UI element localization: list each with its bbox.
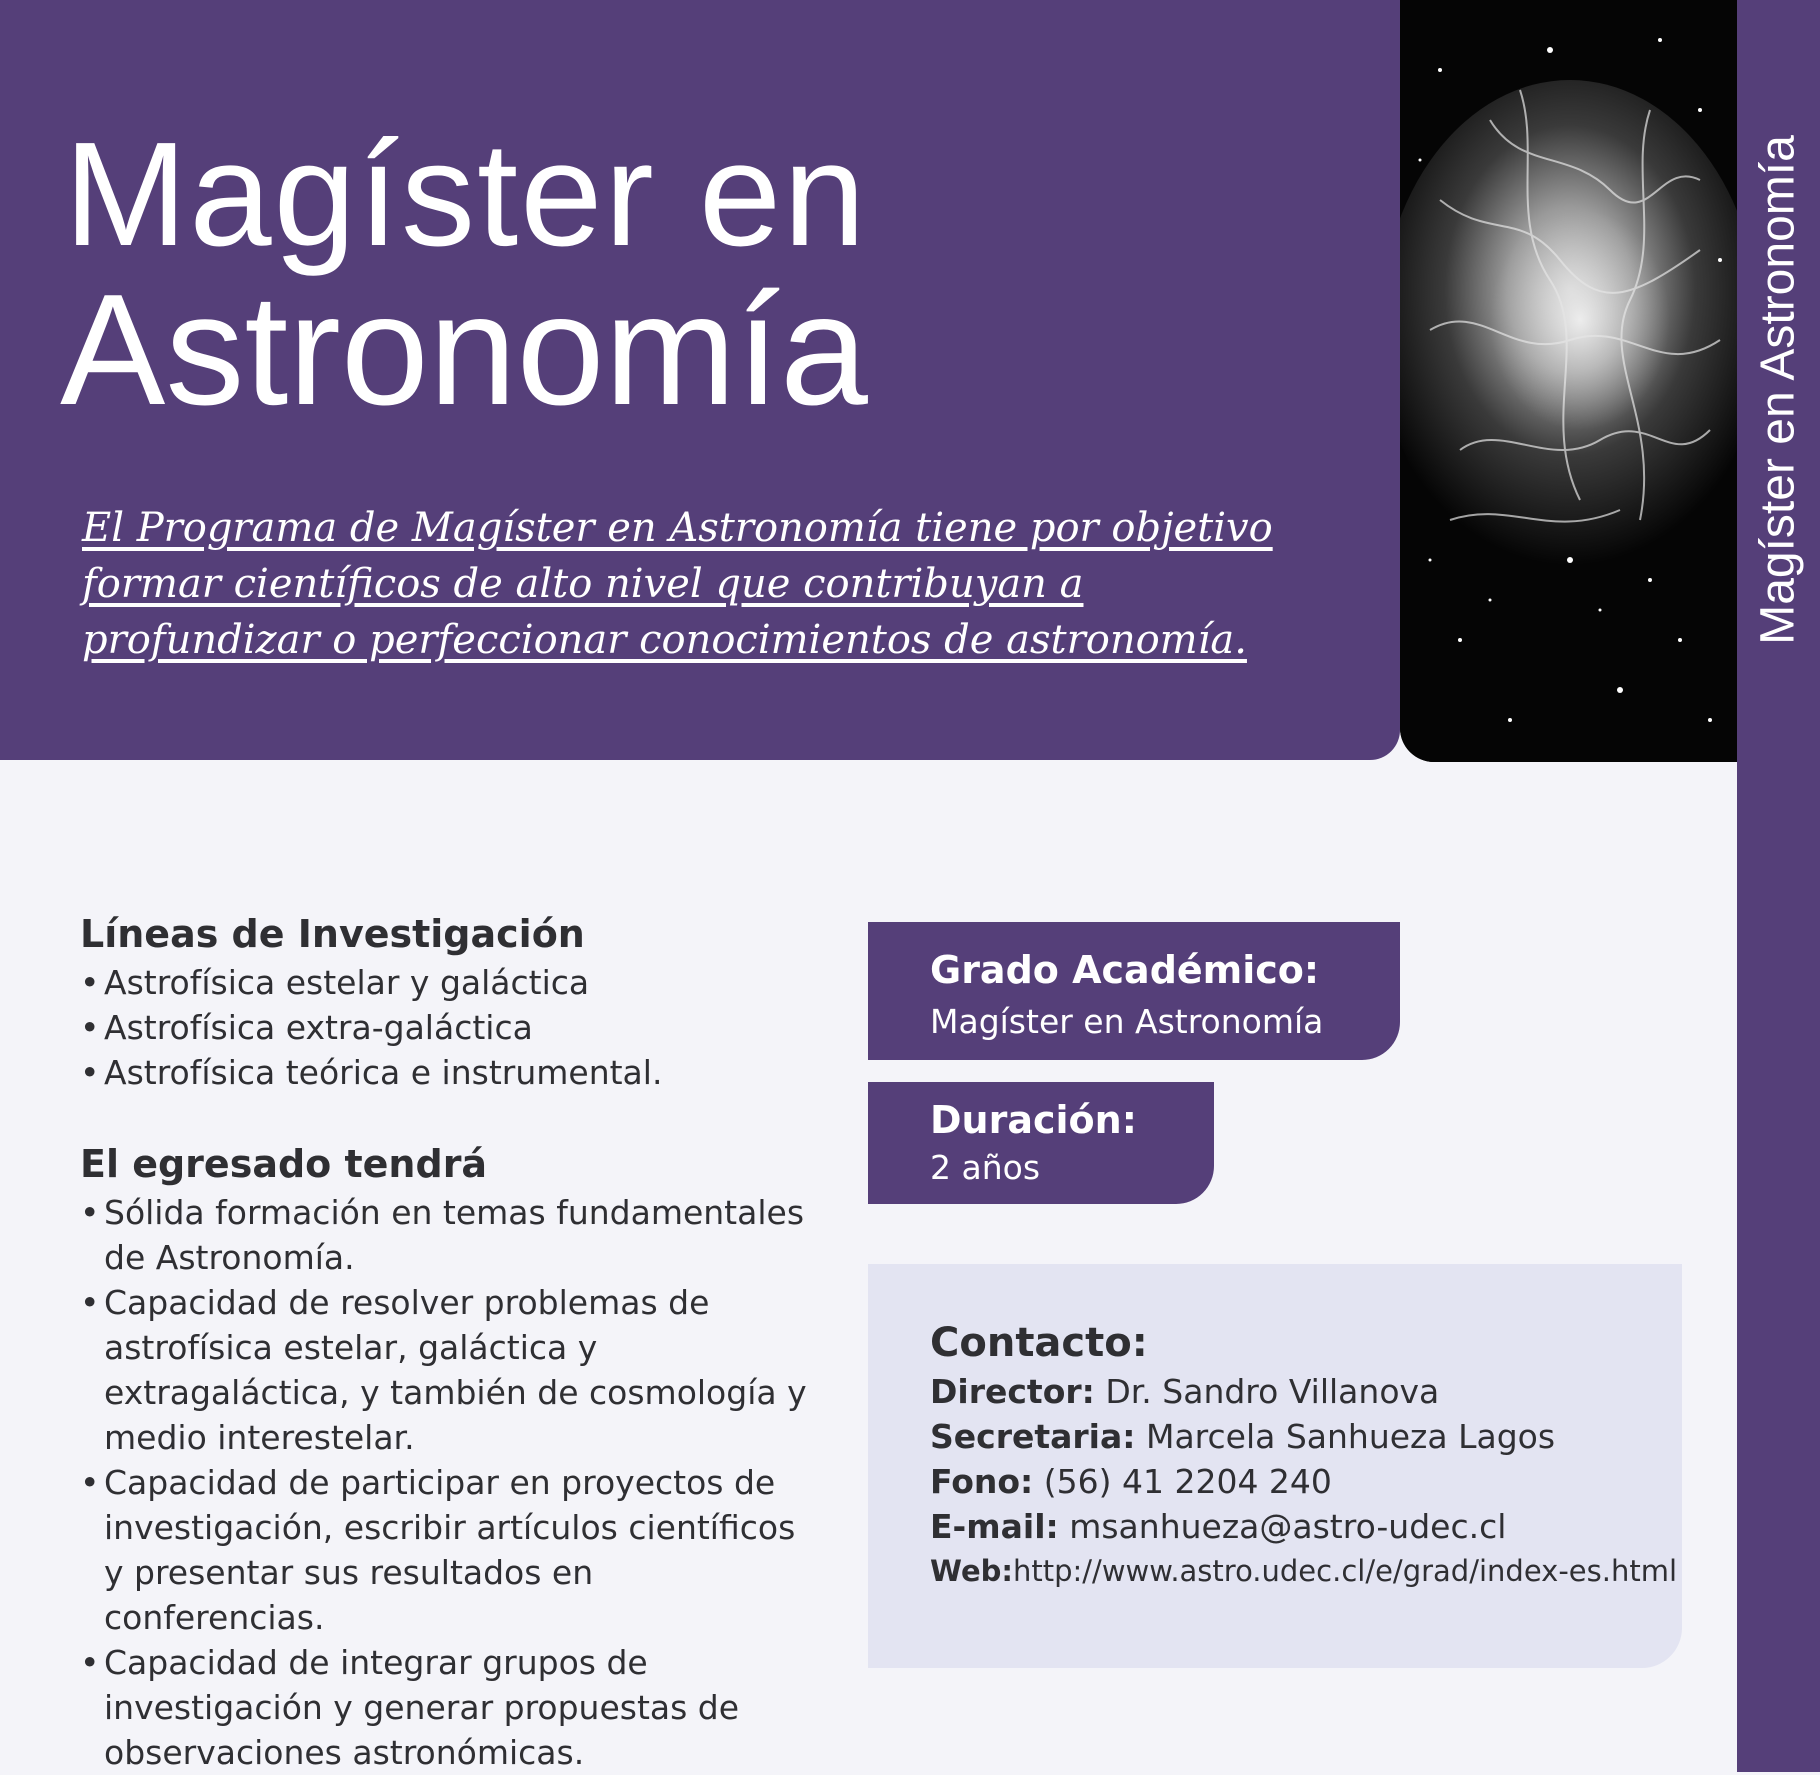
nebula-photo bbox=[1400, 0, 1737, 762]
contact-email bbox=[930, 1507, 1506, 1546]
grado-box bbox=[868, 922, 1400, 1060]
egresado-list bbox=[80, 1190, 820, 1775]
grado-value: Magíster en Astronomía bbox=[930, 1002, 1324, 1041]
contact-fono bbox=[930, 1462, 1332, 1501]
web-label: Web: bbox=[930, 1554, 1013, 1588]
email-link[interactable]: msanhueza@astro-udec.cl bbox=[1069, 1507, 1507, 1546]
email-label: E-mail: bbox=[930, 1507, 1059, 1546]
web-link[interactable]: http://www.astro.udec.cl/e/grad/index-es.html bbox=[1012, 1554, 1678, 1588]
list-item: • Astrofísica teórica e instrumental. bbox=[80, 1050, 800, 1095]
page-title-line2: Astronomía bbox=[60, 262, 868, 438]
page-title-line1: Magíster en bbox=[64, 112, 868, 277]
fono-label: Fono: bbox=[930, 1462, 1034, 1501]
secretaria-value: Marcela Sanhueza Lagos bbox=[1145, 1417, 1556, 1456]
contact-title: Contacto: bbox=[930, 1320, 1148, 1366]
grado-label: Grado Académico: bbox=[930, 948, 1320, 992]
list-item: • Astrofísica extra-galáctica bbox=[80, 1005, 800, 1050]
duracion-box bbox=[868, 1082, 1214, 1204]
list-item: • Capacidad de participar en proyectos de investigación, escribir artículos científicos y presentar sus resultados en conferencias. bbox=[80, 1460, 820, 1640]
fono-value: (56) 41 2204 240 bbox=[1043, 1462, 1332, 1501]
list-item: • Sólida formación en temas fundamentales de Astronomía. bbox=[80, 1190, 820, 1280]
contact-director bbox=[930, 1372, 1439, 1411]
director-value: Dr. Sandro Villanova bbox=[1105, 1372, 1440, 1411]
list-item: • Capacidad de integrar grupos de investigación y generar propuestas de observaciones astronómicas. bbox=[80, 1640, 820, 1775]
duracion-label: Duración: bbox=[930, 1098, 1137, 1142]
list-item: • Astrofísica estelar y galáctica bbox=[80, 960, 800, 1005]
director-label: Director: bbox=[930, 1372, 1095, 1411]
egresado-title: El egresado tendrá bbox=[80, 1142, 488, 1186]
contact-web bbox=[930, 1554, 1677, 1588]
lineas-list bbox=[80, 960, 800, 1095]
list-item: • Capacidad de resolver problemas de astrofísica estelar, galáctica y extragaláctica, y también de cosmología y medio interestelar. bbox=[80, 1280, 820, 1460]
intro-text: El Programa de Magíster en Astronomía tiene por objetivo formar científicos de alto nivel que contribuyan a profundizar o perfeccionar conocimientos de astronomía. bbox=[82, 505, 1273, 663]
header-banner bbox=[0, 0, 1400, 760]
side-label: Magíster en Astronomía bbox=[1751, 135, 1805, 645]
contact-secretaria bbox=[930, 1417, 1555, 1456]
lineas-title: Líneas de Investigación bbox=[80, 912, 585, 956]
contact-box bbox=[868, 1264, 1682, 1668]
secretaria-label: Secretaria: bbox=[930, 1417, 1136, 1456]
duracion-value: 2 años bbox=[930, 1148, 1041, 1187]
